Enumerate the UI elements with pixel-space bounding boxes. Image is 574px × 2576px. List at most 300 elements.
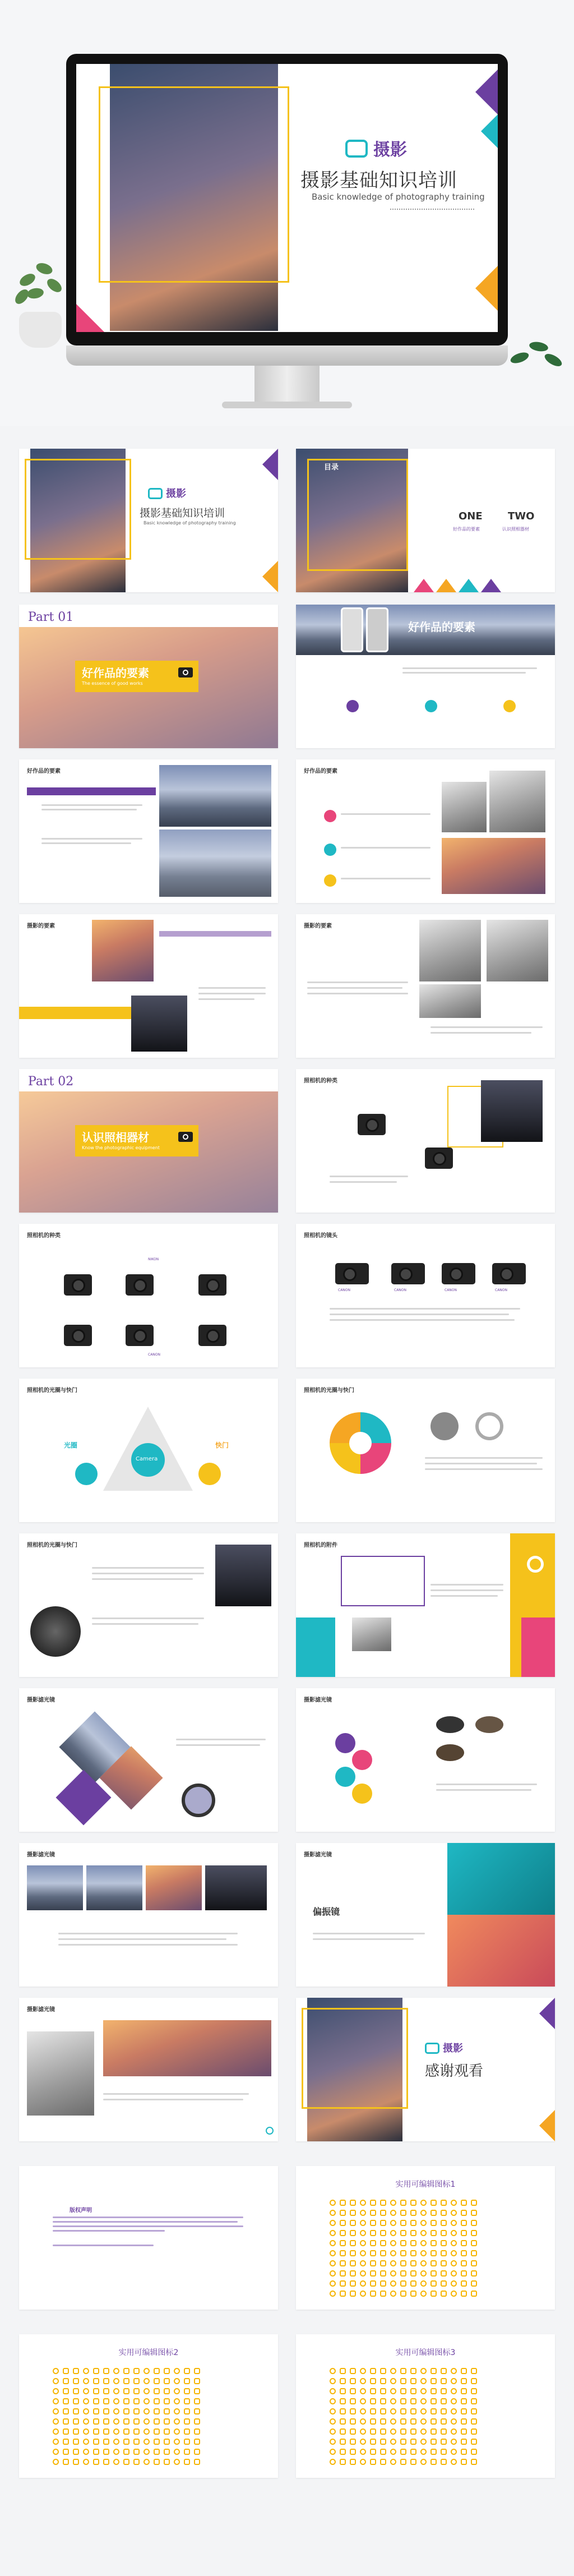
editable-icon [113,2398,119,2404]
editable-icon [471,2368,477,2374]
editable-icon [360,2280,366,2287]
editable-icon [83,2408,89,2414]
editable-icon [123,2459,129,2465]
editable-icon [420,2428,427,2435]
editable-icon [93,2378,99,2384]
editable-icon [370,2378,376,2384]
slide-lenses[interactable] [296,1224,555,1367]
arrow-right-icon[interactable] [266,2127,274,2135]
editable-icon [184,2368,190,2374]
editable-icon [164,2368,170,2374]
slide-icons1[interactable] [296,2166,555,2310]
editable-icon [370,2270,376,2277]
editable-icon [164,2408,170,2414]
editable-icon [380,2398,386,2404]
editable-icon [430,2449,437,2455]
slide-light-shutter[interactable] [19,1379,278,1522]
editable-icon [400,2291,406,2297]
editable-icon [330,2280,336,2287]
editable-icon [113,2368,119,2374]
slide-light-shutter3[interactable] [19,1533,278,1677]
slide-camera-types2[interactable] [19,1224,278,1367]
editable-icon [451,2291,457,2297]
editable-icon [420,2250,427,2256]
editable-icon [390,2388,396,2394]
slide-icons3[interactable] [296,2334,555,2478]
slide-title: 版权声明 [70,2208,92,2214]
filter-icon [475,1716,503,1733]
editable-icon [441,2210,447,2216]
slide-camera-types[interactable] [296,1069,555,1213]
editable-icon [390,2378,396,2384]
editable-icon [340,2439,346,2445]
editable-icon [441,2270,447,2277]
editable-icon [73,2378,79,2384]
camera-icon [178,1132,193,1142]
editable-icon [350,2459,356,2465]
editable-icon [430,2230,437,2236]
editable-icon [123,2449,129,2455]
editable-icon [133,2368,140,2374]
editable-icon [350,2388,356,2394]
editable-icon [451,2418,457,2425]
editable-icon [370,2428,376,2435]
slide-light-shutter2[interactable] [296,1379,555,1522]
editable-icon [420,2368,427,2374]
editable-icon [174,2459,180,2465]
slide-composition1[interactable] [19,914,278,1058]
editable-icon [441,2459,447,2465]
editable-icon [350,2368,356,2374]
editable-icon [133,2449,140,2455]
editable-icon [400,2378,406,2384]
editable-icon [103,2449,109,2455]
editable-icon [330,2398,336,2404]
editable-icon [53,2408,59,2414]
editable-icon [441,2388,447,2394]
slide-title: 照相机的镜头 [304,1233,337,1239]
editable-icon [63,2428,69,2435]
editable-icon [83,2388,89,2394]
slide-accessories[interactable] [296,1533,555,1677]
editable-icon [154,2439,160,2445]
slide-filters[interactable] [19,1688,278,1832]
slide-title: 摄影滤光镜 [27,1852,55,1858]
editable-icon [83,2378,89,2384]
editable-icon [390,2418,396,2425]
editable-icon [350,2270,356,2277]
editable-icon [93,2418,99,2425]
editable-icon [430,2428,437,2435]
hero-section [0,0,574,426]
editable-icon [340,2418,346,2425]
editable-icon [410,2210,416,2216]
editable-icon [154,2378,160,2384]
slide-toc[interactable] [296,449,555,592]
slide-filters3[interactable] [19,1843,278,1987]
editable-icon [330,2230,336,2236]
editable-icon [360,2449,366,2455]
editable-icon [144,2378,150,2384]
editable-icon [154,2398,160,2404]
filter-ring-icon [182,1784,215,1817]
editable-icon [451,2378,457,2384]
editable-icon [83,2449,89,2455]
editable-icon [53,2428,59,2435]
editable-icon [360,2291,366,2297]
editable-icon [390,2408,396,2414]
editable-icon [164,2378,170,2384]
editable-icon [370,2200,376,2206]
editable-icon [103,2418,109,2425]
lens-ring-icon [475,1412,503,1440]
editable-icon [461,2240,467,2246]
editable-icon [63,2368,69,2374]
editable-icon [113,2459,119,2465]
editable-icon [330,2200,336,2206]
editable-icon [194,2388,200,2394]
editable-icon [340,2449,346,2455]
editable-icon [451,2220,457,2226]
editable-icon [380,2210,386,2216]
editable-icon [133,2378,140,2384]
slide-elements3[interactable] [296,759,555,903]
editable-icon [370,2210,376,2216]
editable-icon [144,2368,150,2374]
part-subtitle: Know the photographic equipment [82,1145,160,1150]
editable-icon [410,2398,416,2404]
editable-icon [380,2449,386,2455]
editable-icon [340,2428,346,2435]
aperture-label: 光圈 [64,1441,78,1449]
editable-icon [63,2439,69,2445]
search-icon [527,1556,544,1573]
editable-icon [73,2368,79,2374]
editable-icon [184,2398,190,2404]
editable-icon [184,2428,190,2435]
slide-cover[interactable] [19,449,278,592]
editable-icon [340,2291,346,2297]
editable-icon [63,2408,69,2414]
editable-icon [420,2459,427,2465]
editable-icon [330,2459,336,2465]
editable-icon [461,2378,467,2384]
slide-polarizer[interactable] [296,1843,555,1987]
slide-thanks[interactable] [296,1998,555,2141]
editable-icon [144,2439,150,2445]
editable-icon [471,2418,477,2425]
slide-part02[interactable] [19,1069,278,1213]
editable-icon [390,2210,396,2216]
editable-icon [380,2428,386,2435]
editable-icon [360,2240,366,2246]
editable-icon [380,2378,386,2384]
filter-icon [436,1716,464,1733]
editable-icon [164,2428,170,2435]
slide-title: 摄影滤光镜 [304,1852,332,1858]
editable-icon [400,2200,406,2206]
editable-icon [113,2428,119,2435]
stat-icon [425,700,437,712]
editable-icon [441,2368,447,2374]
editable-icon [441,2408,447,2414]
editable-icon [380,2280,386,2287]
editable-icon [461,2418,467,2425]
editable-icon [441,2250,447,2256]
slide-filters2[interactable] [296,1688,555,1832]
editable-icon [194,2459,200,2465]
editable-icon [113,2418,119,2425]
editable-icon [340,2459,346,2465]
editable-icon [340,2230,346,2236]
editable-icon [63,2449,69,2455]
editable-icon [471,2200,477,2206]
editable-icon [471,2459,477,2465]
slide-elements[interactable] [296,605,555,748]
editable-icon [330,2250,336,2256]
editable-icon [380,2200,386,2206]
editable-icon [400,2398,406,2404]
editable-icon [390,2449,396,2455]
editable-icon [420,2408,427,2414]
polarizer-title: 偏振镜 [313,1906,340,1917]
editable-icon [441,2449,447,2455]
editable-icon [420,2449,427,2455]
editable-icon [360,2220,366,2226]
editable-icon [410,2388,416,2394]
editable-icon [471,2378,477,2384]
editable-icon [350,2250,356,2256]
editable-icon [73,2459,79,2465]
editable-icon [420,2260,427,2266]
editable-icon [441,2220,447,2226]
editable-icon [194,2428,200,2435]
editable-icon [123,2408,129,2414]
editable-icon [113,2449,119,2455]
editable-icon [390,2280,396,2287]
editable-icon [471,2408,477,2414]
editable-icon [390,2200,396,2206]
slide-title: 感谢观看 [425,2063,484,2080]
editable-icon [410,2439,416,2445]
slide-composition2[interactable] [296,914,555,1058]
editable-icon [340,2240,346,2246]
editable-icon [174,2418,180,2425]
editable-icon [174,2388,180,2394]
editable-icon [360,2270,366,2277]
editable-icon [53,2459,59,2465]
editable-icon [174,2368,180,2374]
slide-title: 照相机的光圈与快门 [27,1388,77,1394]
editable-icon [400,2280,406,2287]
slide-title: 实用可编辑图标2 [118,2348,179,2357]
editable-icon [380,2388,386,2394]
editable-icon [164,2418,170,2425]
editable-icon [174,2398,180,2404]
editable-icon [73,2449,79,2455]
point-icon [324,844,336,856]
editable-icon [93,2398,99,2404]
editable-icon [350,2230,356,2236]
editable-icon [441,2230,447,2236]
editable-icon [461,2260,467,2266]
editable-icon [461,2210,467,2216]
editable-icon [400,2388,406,2394]
editable-icon [154,2449,160,2455]
editable-icon [93,2459,99,2465]
editable-icon [340,2378,346,2384]
editable-icon [330,2378,336,2384]
lens-label: CANON [445,1288,457,1292]
editable-icon [83,2439,89,2445]
editable-icon [53,2398,59,2404]
editable-icon [410,2449,416,2455]
editable-icon [390,2428,396,2435]
editable-icon [380,2368,386,2374]
editable-icon [164,2439,170,2445]
editable-icon [330,2418,336,2425]
slide-title: 好作品的要素 [304,768,337,775]
editable-icon [461,2408,467,2414]
editable-icon [420,2230,427,2236]
editable-icon [53,2368,59,2374]
editable-icon [360,2378,366,2384]
editable-icon [380,2439,386,2445]
editable-icon [451,2280,457,2287]
hero-subtitle: Basic knowledge of photography training [312,192,485,202]
editable-icon [350,2240,356,2246]
slide-copyright[interactable] [19,2166,278,2310]
editable-icon [93,2408,99,2414]
editable-icon [420,2418,427,2425]
editable-icon [451,2449,457,2455]
editable-icon [63,2459,69,2465]
slide-icons2[interactable] [19,2334,278,2478]
lens-label: CANON [338,1288,350,1292]
editable-icon [144,2408,150,2414]
editable-icon [103,2388,109,2394]
editable-icon [410,2260,416,2266]
editable-icon [390,2260,396,2266]
slide-filters4[interactable] [19,1998,278,2141]
editable-icon [420,2240,427,2246]
toc-one: ONE [459,510,483,522]
editable-icon [400,2210,406,2216]
slide-title: 摄影滤光镜 [27,1697,55,1703]
editable-icon [63,2398,69,2404]
filter-icon [436,1744,464,1761]
editable-icon [370,2260,376,2266]
editable-icon [471,2250,477,2256]
editable-icon [340,2408,346,2414]
editable-icon [441,2240,447,2246]
editable-icon [53,2449,59,2455]
editable-icon [144,2388,150,2394]
editable-icon [430,2291,437,2297]
slide-title: 实用可编辑图标1 [395,2180,456,2189]
editable-icon [350,2280,356,2287]
editable-icon [451,2428,457,2435]
editable-icon [400,2449,406,2455]
part-subtitle: The essence of good works [82,681,143,686]
editable-icon [461,2428,467,2435]
editable-icon [83,2428,89,2435]
toc-heading: 目录 [324,463,339,472]
editable-icon [154,2388,160,2394]
editable-icon [330,2449,336,2455]
slide-part01[interactable] [19,605,278,748]
editable-icon [103,2428,109,2435]
editable-icon [103,2368,109,2374]
editable-icon [461,2230,467,2236]
part-label: Part 01 [28,610,74,624]
editable-icon [330,2291,336,2297]
editable-icon [451,2200,457,2206]
editable-icon [330,2428,336,2435]
editable-icon [73,2398,79,2404]
editable-icon [93,2368,99,2374]
editable-icon [430,2210,437,2216]
editable-icon [451,2260,457,2266]
editable-icon [123,2368,129,2374]
editable-icon [461,2398,467,2404]
editable-icon [430,2378,437,2384]
editable-icon [380,2459,386,2465]
editable-icon [350,2200,356,2206]
editable-icon [174,2428,180,2435]
editable-icon [410,2378,416,2384]
editable-icon [360,2230,366,2236]
editable-icon [410,2291,416,2297]
editable-icon [360,2368,366,2374]
editable-icon [451,2240,457,2246]
slide-elements2[interactable] [19,759,278,903]
editable-icon [400,2260,406,2266]
icon-grid [330,2368,477,2465]
editable-icon [410,2418,416,2425]
part-title: 好作品的要素 [82,666,149,680]
editable-icon [154,2368,160,2374]
editable-icon [441,2291,447,2297]
part-label: Part 02 [28,1075,74,1089]
editable-icon [83,2368,89,2374]
slide-title: 好作品的要素 [408,620,475,634]
editable-icon [133,2418,140,2425]
icon-grid [330,2200,477,2297]
editable-icon [360,2459,366,2465]
editable-icon [430,2459,437,2465]
editable-icon [400,2240,406,2246]
editable-icon [420,2280,427,2287]
editable-icon [410,2220,416,2226]
editable-icon [410,2230,416,2236]
editable-icon [390,2230,396,2236]
editable-icon [451,2408,457,2414]
editable-icon [461,2449,467,2455]
editable-icon [340,2250,346,2256]
point-icon [324,874,336,887]
editable-icon [360,2388,366,2394]
editable-icon [330,2260,336,2266]
editable-icon [330,2240,336,2246]
editable-icon [184,2408,190,2414]
editable-icon [103,2398,109,2404]
editable-icon [113,2439,119,2445]
editable-icon [471,2230,477,2236]
editable-icon [340,2398,346,2404]
editable-icon [420,2200,427,2206]
editable-icon [194,2418,200,2425]
